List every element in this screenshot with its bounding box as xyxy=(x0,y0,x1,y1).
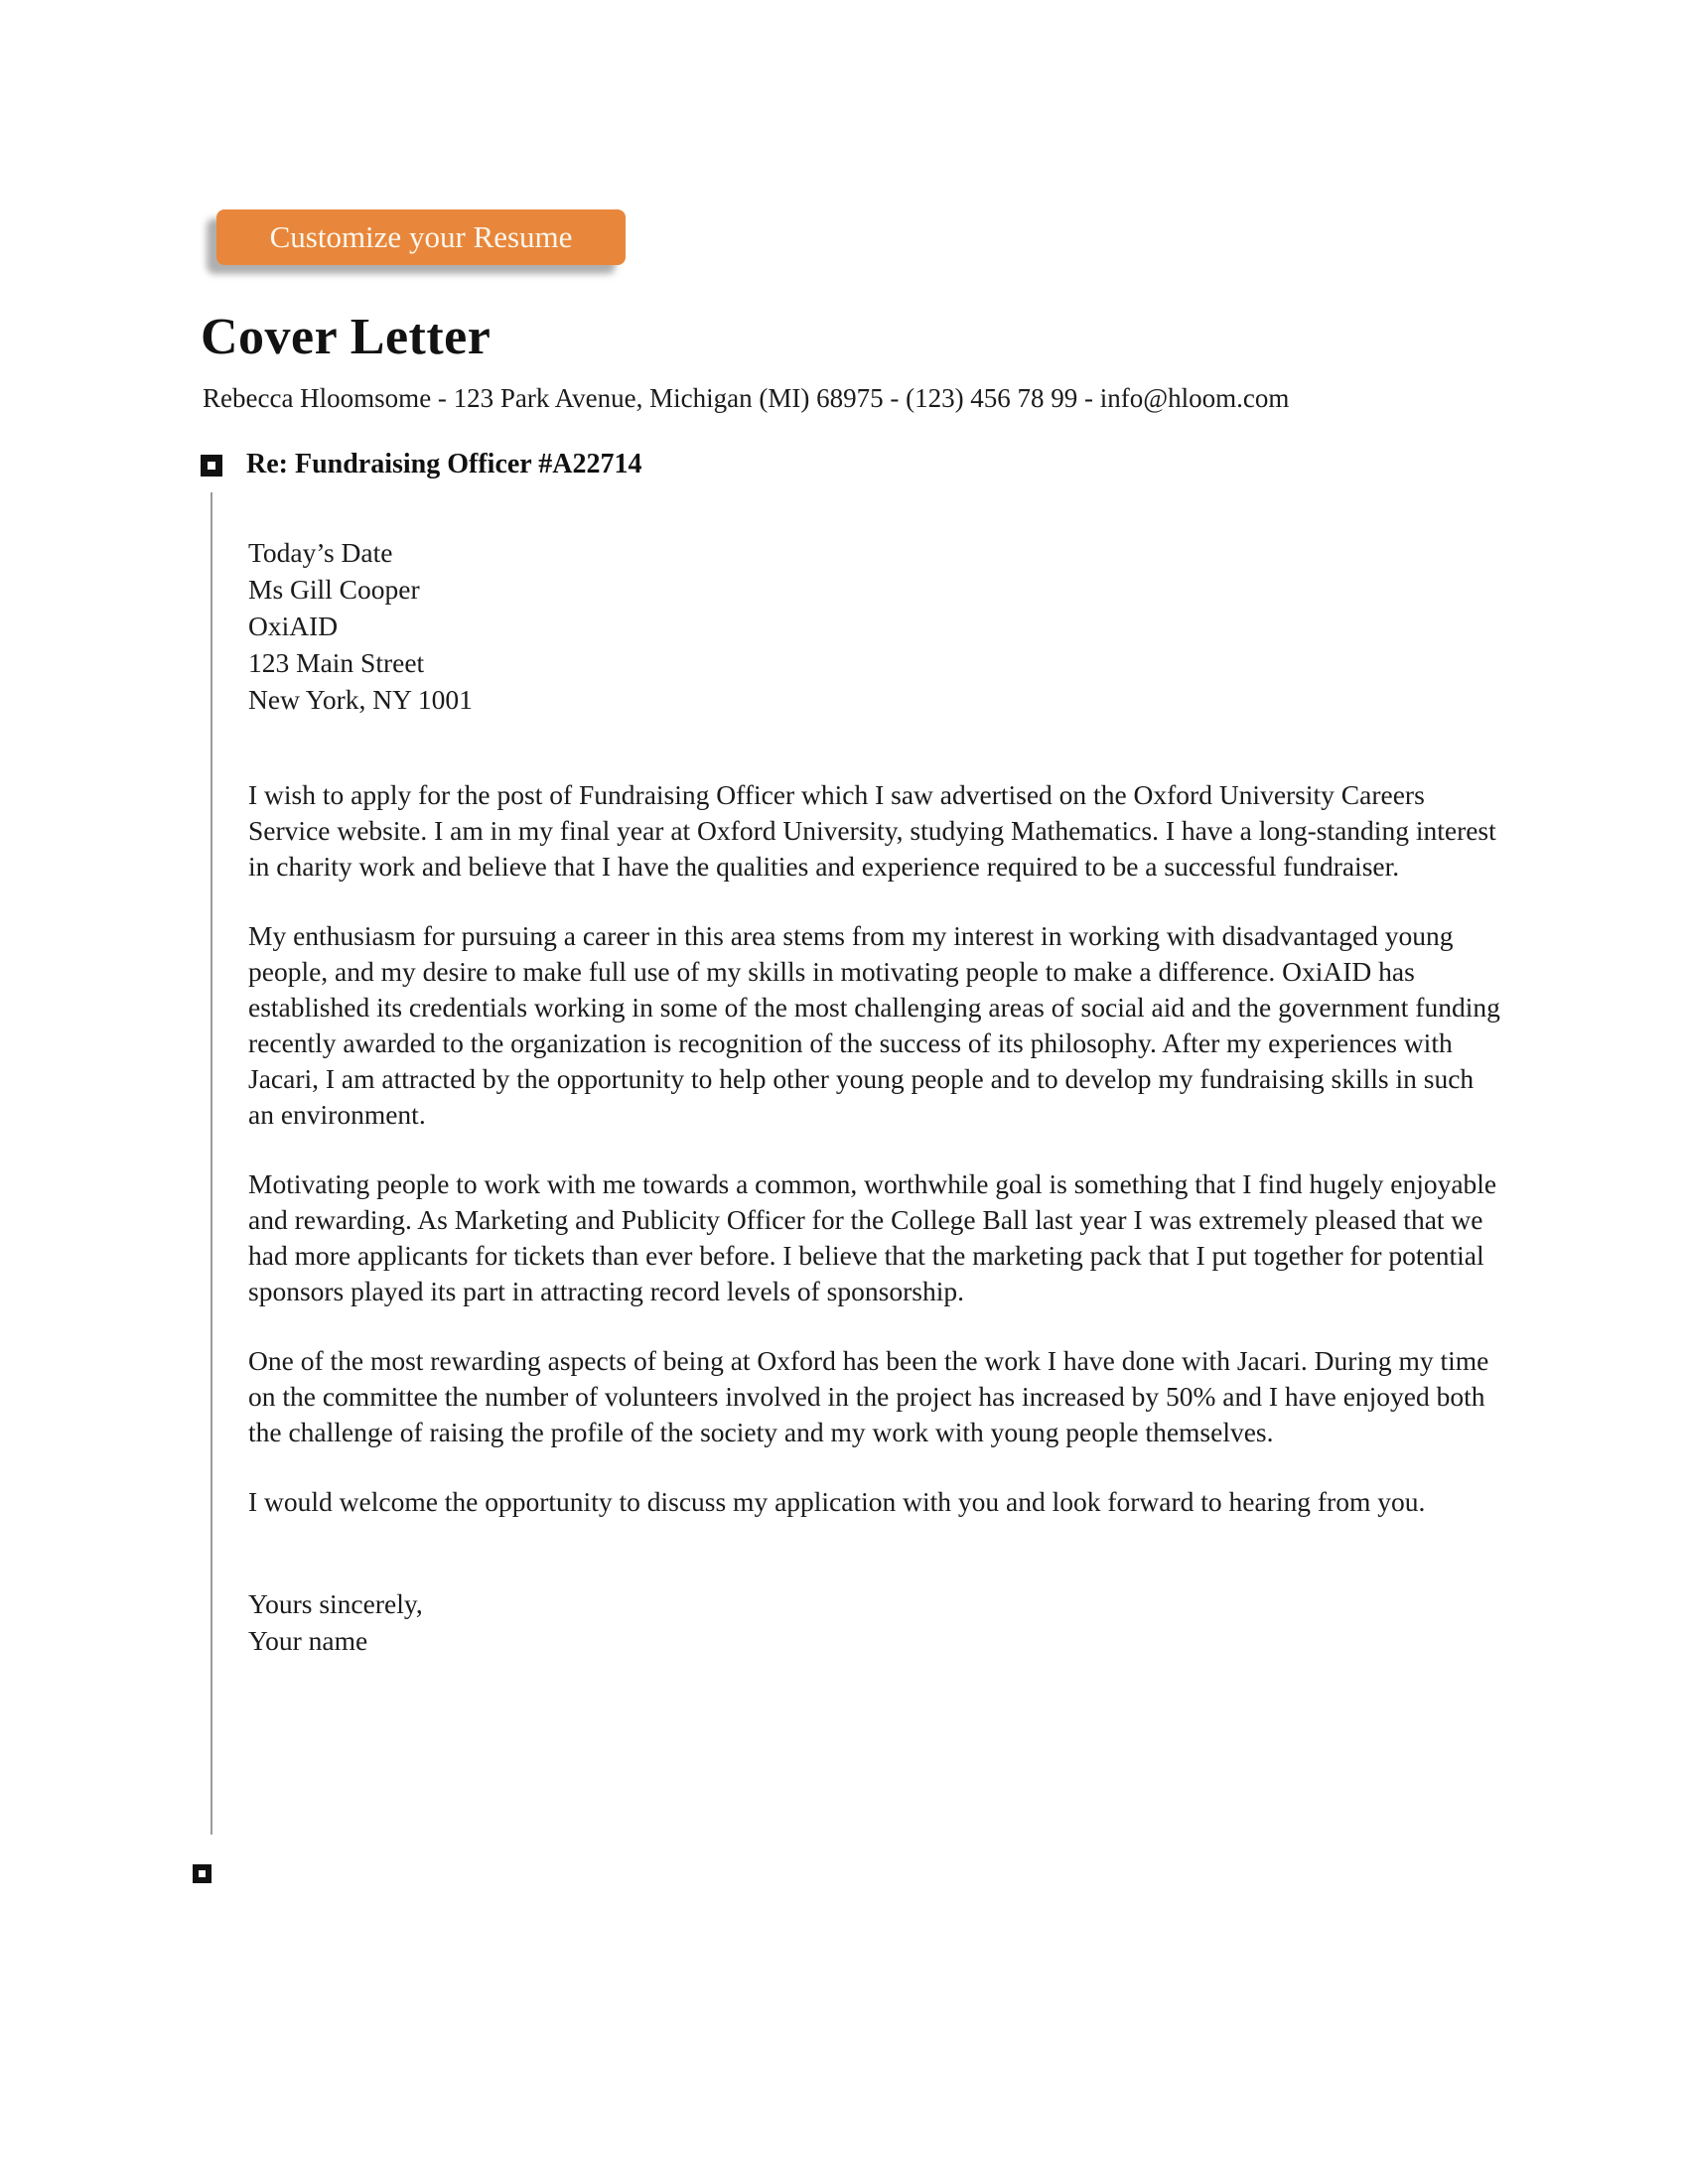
address-line: 123 Main Street xyxy=(248,647,425,678)
timeline-vertical-line xyxy=(211,492,212,1835)
letter-paragraph: I wish to apply for the post of Fundraising Officer which I saw advertised on the Oxford University Careers Service website. I am in my final year at Oxford University, studying Mathematics. I have a long-standing interest in charity work and believe that I have the qualities and experience required to be a successful fundraiser. xyxy=(248,779,1496,882)
letter-paragraph: Motivating people to work with me towards a common, worthwhile goal is something that I find hugely enjoyable and rewarding. As Marketing and Publicity Officer for the College Ball last year I was extremely pleased that we had more applicants for tickets than ever before. I believe that the marketing pack that I put together for potential sponsors played its part in attracting record levels of sponsorship. xyxy=(248,1168,1497,1306)
address-line: OxiAID xyxy=(248,611,339,641)
closing-line: Yours sincerely, xyxy=(248,1588,423,1619)
letter-paragraph: One of the most rewarding aspects of being at Oxford has been the work I have done with Jacari. During my time on the committee the number of volunteers involved in the project has increased by 50% and I have enjoyed both the challenge of raising the profile of the society and my work with young people themselves. xyxy=(248,1345,1489,1447)
address-line: New York, NY 1001 xyxy=(248,684,473,715)
customize-resume-button[interactable]: Customize your Resume xyxy=(216,209,626,265)
letter-paragraph: I would welcome the opportunity to discuss my application with you and look forward to hearing from you. xyxy=(248,1486,1426,1517)
contact-line: Rebecca Hloomsome - 123 Park Avenue, Michigan (MI) 68975 - (123) 456 78 99 - info@hloom.com xyxy=(203,383,1290,413)
address-line: Today’s Date xyxy=(248,537,393,568)
page-title: Cover Letter xyxy=(201,309,492,365)
end-marker-square-icon xyxy=(193,1864,211,1883)
letter-paragraph: My enthusiasm for pursuing a career in this area stems from my interest in working with disadvantaged young people, and my desire to make full use of my skills in motivating people to make a difference. OxiAID has established its credentials working in some of the most challenging areas of social aid and the government funding recently awarded to the organization is recognition of the success of its philosophy. After my experiences with Jacari, I am attracted by the opportunity to help other young people and to develop my fundraising skills in such an environment. xyxy=(248,920,1500,1130)
letter-body xyxy=(248,534,1501,1659)
recipient-address-block xyxy=(248,534,1501,718)
subject-marker-square-icon xyxy=(201,455,222,477)
closing-block xyxy=(248,1585,1501,1659)
subject-line: Re: Fundraising Officer #A22714 xyxy=(246,449,642,479)
address-line: Ms Gill Cooper xyxy=(248,574,420,605)
closing-line: Your name xyxy=(248,1625,368,1656)
